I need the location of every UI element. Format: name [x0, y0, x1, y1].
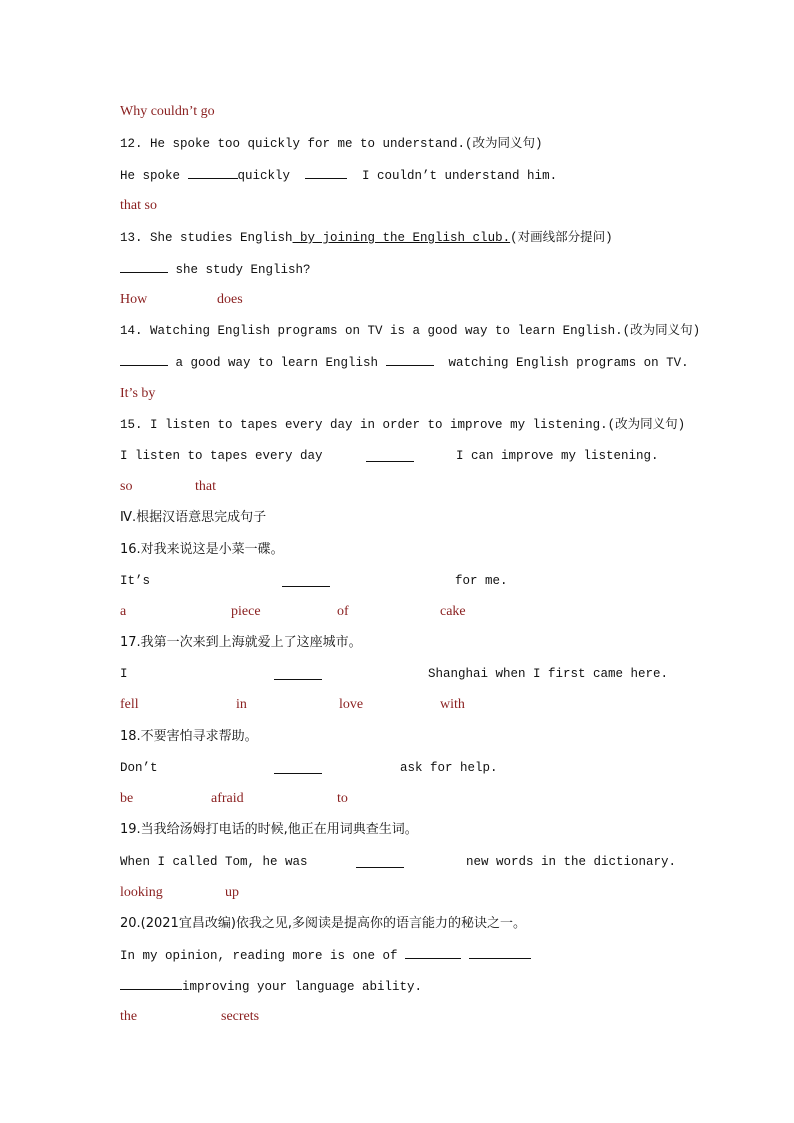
q14-part1: a good way to learn English — [168, 356, 386, 370]
q20-part2: improving your language ability. — [182, 980, 423, 994]
answer-16-word: cake — [440, 604, 466, 619]
blank — [356, 856, 404, 868]
question-15-rewrite-part1: I listen to tapes every day — [120, 449, 323, 463]
question-17-part2: Shanghai when I first came here. — [428, 667, 669, 681]
question-20: 20.(2021宜昌改编)依我之见,多阅读是提高你的语言能力的秘诀之一。 — [120, 916, 527, 931]
question-16-part1: It’s — [120, 574, 151, 588]
q20-part1: In my opinion, reading more is one of — [120, 949, 398, 963]
answer-17-word: love — [339, 697, 364, 712]
question-12 — [120, 136, 543, 152]
answer-16-word: of — [337, 604, 349, 619]
blank — [274, 762, 322, 774]
question-18-part1: Don’t — [120, 761, 158, 775]
question-14-rewrite — [120, 354, 689, 371]
blank — [386, 354, 434, 366]
answer-18-word: be — [120, 791, 134, 806]
blank — [120, 261, 168, 273]
question-14: 14. Watching English programs on TV is a good way to learn English.(改为同义句) — [120, 324, 701, 338]
q14-part2: watching English programs on TV. — [433, 356, 689, 370]
blank — [120, 978, 182, 990]
q12-part3: I couldn’t understand him. — [347, 169, 558, 183]
section-4-heading: Ⅳ.根据汉语意思完成句子 — [120, 510, 267, 525]
question-12-text: 12. He spoke too quickly for me to understand.(改为同义句) — [120, 137, 543, 151]
q13-pre: 13. She studies English — [120, 231, 293, 245]
question-19: 19.当我给汤姆打电话的时候,他正在用词典查生词。 — [120, 822, 418, 837]
question-18-part2: ask for help. — [400, 761, 498, 775]
answer-17-word: fell — [120, 697, 139, 712]
blank — [469, 947, 531, 959]
answer-14: It’s by — [120, 386, 156, 401]
answer-19-word: looking — [120, 885, 163, 900]
answer-16-word: a — [120, 604, 127, 619]
answer-11: Why couldn’t go — [120, 104, 215, 119]
q13-b: she study English? — [168, 263, 311, 277]
question-17: 17.我第一次来到上海就爱上了这座城市。 — [120, 635, 362, 650]
answer-19-word: up — [225, 885, 239, 900]
question-13-rewrite — [120, 261, 311, 278]
answer-16-word: piece — [231, 604, 261, 619]
blank — [282, 575, 330, 587]
answer-15-word: so — [120, 479, 133, 494]
q13-instruction: (对画线部分提问) — [510, 231, 613, 245]
answer-20-word: the — [120, 1009, 138, 1024]
q12-part1: He spoke — [120, 169, 188, 183]
answer-17-word: with — [440, 697, 465, 712]
q13-underlined: by joining the English club. — [292, 231, 511, 245]
answer-15-word: that — [195, 479, 216, 494]
question-16: 16.对我来说这是小菜一碟。 — [120, 542, 284, 557]
question-18: 18.不要害怕寻求帮助。 — [120, 729, 258, 744]
question-15: 15. I listen to tapes every day in order to improve my listening.(改为同义句) — [120, 418, 686, 432]
question-20-part1 — [120, 947, 531, 964]
answer-12: that so — [120, 198, 157, 213]
blank — [405, 947, 461, 959]
answer-20-word: secrets — [221, 1009, 260, 1024]
blank — [274, 668, 322, 680]
question-16-part2: for me. — [455, 574, 508, 588]
question-20-part2 — [120, 978, 422, 995]
question-15-rewrite-part2: I can improve my listening. — [456, 449, 659, 463]
q12-part2: quickly — [237, 169, 306, 183]
blank — [366, 450, 414, 462]
question-12-rewrite — [120, 167, 557, 184]
answer-18-word: to — [337, 791, 348, 806]
blank — [120, 354, 168, 366]
answer-13-word: does — [217, 292, 243, 307]
answer-13 — [120, 292, 147, 308]
blank — [305, 167, 347, 179]
answer-17-word: in — [236, 697, 247, 712]
question-19-part1: When I called Tom, he was — [120, 855, 308, 869]
blank — [188, 167, 238, 179]
answer-13-word: How — [120, 292, 148, 307]
answer-18-word: afraid — [211, 791, 244, 806]
question-19-part2: new words in the dictionary. — [466, 855, 677, 869]
question-17-part1: I — [120, 667, 128, 681]
question-13 — [120, 230, 613, 246]
